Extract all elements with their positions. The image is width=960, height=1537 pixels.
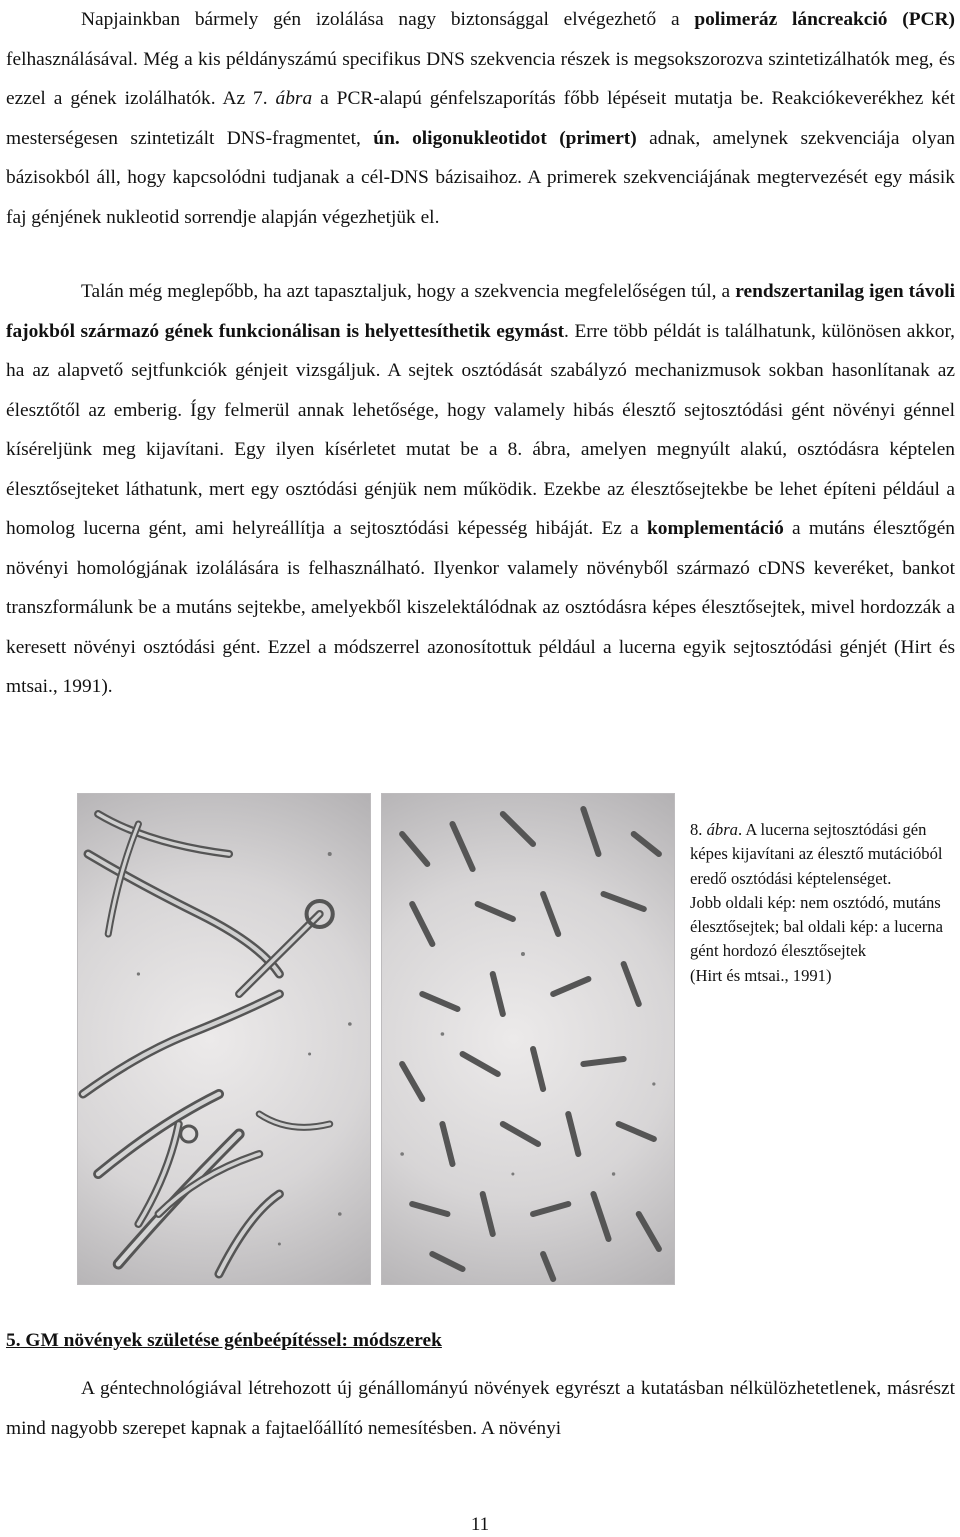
caption-description: Jobb oldali kép: nem osztódó, mutáns élesztősejtek; bal oldali kép: a lucerna gént hordozó élesztősejtek: [690, 892, 943, 961]
micrograph-left-complemented-cells: [77, 793, 371, 1285]
page-number: 11: [470, 1514, 490, 1535]
text-run: adnak, amelynek szekvenciája olyan bázisokból áll, hogy kapcsolódni tudjanak a cél-DNS bázisaihoz. A primerek szekvenciájának megtervezését egy másik faj génjének nukleotid sorrendje alapján végezhetjük el.: [6, 127, 955, 228]
key-statement: rendszertanilag igen távoli fajokból származó gének funkcionálisan is helyettesíthetik egymást: [6, 281, 955, 342]
filamentous-yeast-image: [78, 794, 370, 1284]
figure-8-micrographs: [77, 793, 675, 1283]
term-pcr: polimeráz láncreakció (PCR): [694, 9, 955, 30]
figure-label: ábra: [706, 820, 738, 839]
section-number: 5.: [6, 1330, 21, 1351]
term-primer: ún. oligonukleotidot (primert): [373, 127, 637, 149]
figure-number: 8.: [690, 820, 707, 839]
micrograph-right-mutant-cells: [381, 793, 675, 1285]
text-run: Napjainkban bármely gén izolálása nagy biztonsággal elvégezhető a: [81, 9, 695, 30]
paragraph-complementation: [6, 272, 955, 707]
elongated-yeast-image: [382, 794, 674, 1284]
figure-ref: ábra: [275, 88, 313, 109]
figure-caption: [690, 818, 960, 988]
text-run: A géntechnológiával létrehozott új génállományú növények egyrészt a kutatásban nélkülözhetetlenek, másrészt mind nagyobb szerepet kapnak a fajtaelőállító nemesítésben. A növényi: [6, 1378, 955, 1439]
section-heading: [6, 1330, 442, 1352]
text-run: a PCR-alapú génfelszaporítás főbb lépéseit mutatja be. Reakciókeverékhez két mesterségesen szintetizált DNS-fragmentet,: [6, 88, 955, 149]
text-run: Talán még meglepőbb, ha azt tapasztaljuk, hogy a szekvencia megfelelőségen túl, a: [81, 281, 736, 302]
paragraph-gm-plants: [6, 1369, 955, 1448]
section-title: GM növények születése génbeépítéssel: módszerek: [20, 1330, 442, 1351]
text-run: a mutáns élesztőgén növényi homológjának izolálására is felhasználható. Ilyenkor valamely növényből származó cDNS keveréket, bankot transzformálunk be a mutáns sejtekbe, amelyekből kiszelektálódnak az osztódásra képes élesztősejtek, mivel hordozzák a keresett növényi osztódási gént. Ezzel a módszerrel azonosítottuk például a lucerna egyik sejtosztódási génjét (Hirt és mtsai., 1991).: [6, 518, 955, 697]
paragraph-pcr: [6, 0, 955, 237]
caption-text: . A lucerna sejtosztódási gén képes kijavítani az élesztő mutációból eredő osztódási képtelenséget.: [690, 820, 943, 888]
text-run: felhasználásával. Még a kis példányszámú specifikus DNS szekvencia részek is megsokszorozva szintetizálhatók meg, és ezzel a gének izolálhatók. Az 7.: [6, 48, 955, 109]
caption-citation: (Hirt és mtsai., 1991): [690, 965, 832, 985]
term-complementation: komplementáció: [647, 518, 784, 539]
caption-line-1: [690, 818, 960, 891]
text-run: . Erre több példát is találhatunk, különösen akkor, ha az alapvető sejtfunkciók génjeit vizsgáljuk. A sejtek osztódását szabályzó mechanizmusok sokban hasonlítanak az élesztőtől az emberig. Így felmerül annak lehetősége, hogy valamely hibás élesztő sejtosztódási gént növényi génnel kíséreljünk meg kijavítani. Egy ilyen kísérletet mutat be a 8. ábra, amelyen megnyúlt alakú, osztódásra képtelen élesztősejteket láthatunk, mert egy osztódási génjük nem működik. Ezekbe az élesztősejtekbe be lehet építeni például a homolog lucerna gént, ami helyreállítja a sejtosztódási képesség hibáját. Ez a: [6, 320, 955, 539]
